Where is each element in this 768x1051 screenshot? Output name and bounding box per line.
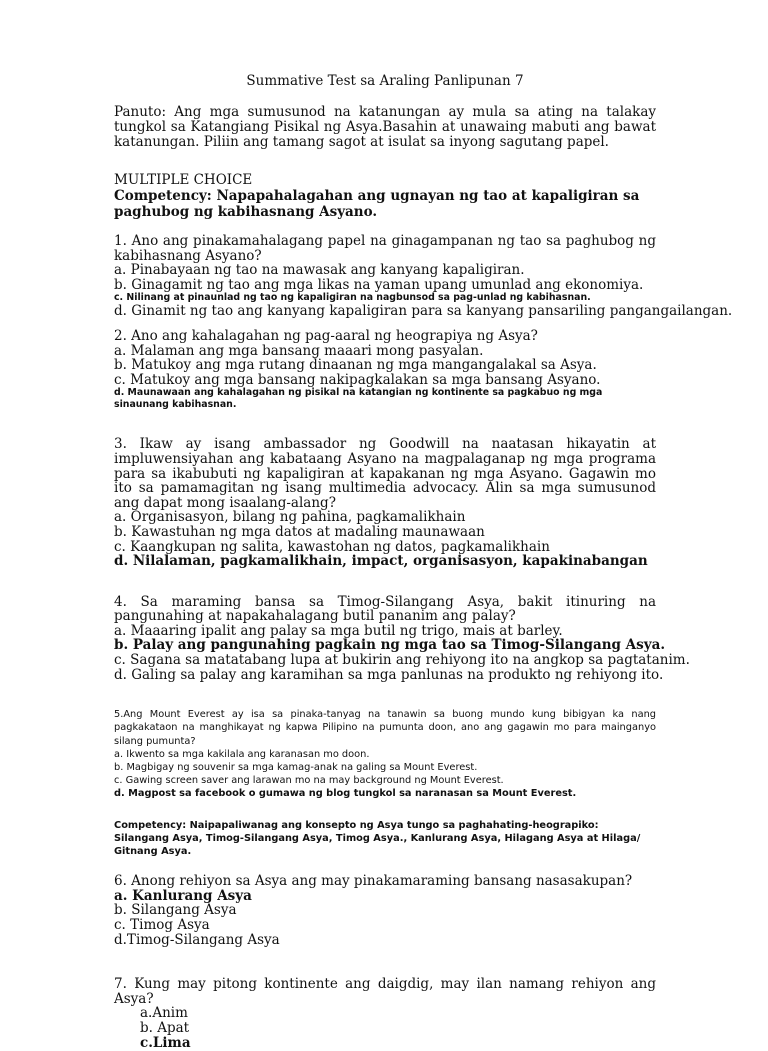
option-a: a. Maaaring ipalit ang palay sa mga butil ng trigo, mais at barley. <box>114 622 563 639</box>
question-stem: 4. Sa maraming bansa sa Timog-Silangang Asya, bakit itinuring na pangunahing at napakahalagang butil pananim ang palay? <box>114 593 656 625</box>
option-d: d. Galing sa palay ang karamihan sa mga panlunas na produkto ng rehiyong ito. <box>114 666 664 683</box>
option-a: a. Ikwento sa mga kakilala ang karanasan mo doon. <box>114 748 370 760</box>
question-5 <box>114 708 656 800</box>
option-b: b. Apat <box>140 1020 190 1037</box>
question-stem: 5.Ang Mount Everest ay isa sa pinaka-tanyag na tanawin sa buong mundo kung bibigyan ka nang pagkakataon na manghikayat ng kapwa Pilipino na pumunta doon, ano ang gagawin mo para mainganyo silang pumunta? <box>114 709 656 747</box>
question-7 <box>114 977 656 1050</box>
option-c: c. Nilinang at pinaunlad ng tao ng kapaligiran na nagbunsod sa pag-unlad ng kabihasnan. <box>114 292 591 304</box>
option-a: a. Organisasyon, bilang ng pahina, pagkamalikhain <box>114 509 466 526</box>
question-3 <box>114 437 656 568</box>
question-stem: 3. Ikaw ay isang ambassador ng Goodwill na naatasan hikayatin at impluwensiyahan ang kabataang Asyano na magpalaganap ng mga programa para sa ikabubuti ng kapaligiran at kapakanan ng mga Asyano. Gagawin mo ito sa pamamagitan ng isang multimedia advocacy. Alin sa mga sumusunod ang dapat mong isaalang-alang? <box>114 436 656 511</box>
option-a: a. Pinabayaan ng tao na mawasak ang kanyang kapaligiran. <box>114 262 525 279</box>
question-4 <box>114 593 690 683</box>
option-c: c. Kaangkupan ng salita, kawastohan ng datos, pagkamalikhain <box>114 538 550 555</box>
option-d: d. Nilalaman, pagkamalikhain, impact, organisasyon, kapakinabangan <box>114 553 648 570</box>
option-b: b. Kawastuhan ng mga datos at madaling maunawaan <box>114 523 485 540</box>
competency-1: Competency: Napapahalagahan ang ugnayan ng tao at kapaligiran sa paghubog ng kabihasnang Asyano. <box>114 188 640 220</box>
competency-2: Competency: Naipapaliwanag ang konsepto ng Asya tungo sa paghahating-heograpiko: Silangang Asya, Timog-Silangang Asya, Timog Asya., Kanlurang Asya, Hilagang Asya at Hilaga/ Gitnang Asya. <box>114 819 641 858</box>
option-b: b. Silangang Asya <box>114 902 237 919</box>
option-a: a. Kanlurang Asya <box>114 887 252 904</box>
option-c: c. Gawing screen saver ang larawan mo na may background ng Mount Everest. <box>114 775 504 787</box>
question-stem: 1. Ano ang pinakamahalagang papel na ginagampanan ng tao sa paghubog ng kabihasnang Asyano? <box>114 233 656 264</box>
question-stem: 7. Kung may pitong kontinente ang daigdig, may ilan namang rehiyon ang Asya? <box>114 976 656 1007</box>
option-b: b. Palay ang pangunahing pagkain ng mga tao sa Timog-Silangang Asya. <box>114 637 666 654</box>
option-a: a.Anim <box>140 1005 188 1022</box>
question-2 <box>114 329 656 411</box>
option-c: c. Timog Asya <box>114 917 210 934</box>
question-stem: 6. Anong rehiyon sa Asya ang may pinakamaraming bansang nasasakupan? <box>114 873 633 890</box>
option-c: c. Sagana sa matatabang lupa at bukirin ang rehiyong ito na angkop sa pagtatanim. <box>114 652 690 669</box>
option-a: a. Malaman ang mga bansang maaari mong pasyalan. <box>114 342 484 359</box>
option-d: d. Maunawaan ang kahalagahan ng pisikal na katangian ng kontinente sa pagkabuo ng mga sinaunang kabihasnan. <box>114 387 603 411</box>
option-d: d. Magpost sa facebook o gumawa ng blog tungkol sa naranasan sa Mount Everest. <box>114 788 577 800</box>
option-c: c. Matukoy ang mga bansang nakipagkalakan sa mga bansang Asyano. <box>114 371 601 388</box>
question-1 <box>114 233 733 320</box>
question-6 <box>114 874 656 947</box>
option-c: c.Lima <box>140 1034 191 1051</box>
option-b: b. Magbigay ng souvenir sa mga kamag-anak na galing sa Mount Everest. <box>114 762 478 774</box>
option-d: d. Ginamit ng tao ang kanyang kapaligiran para sa kanyang pansariling pangangailangan. <box>114 303 733 320</box>
instructions: Panuto: Ang mga sumusunod na katanungan ay mula sa ating na talakay tungkol sa Katangiang Pisikal ng Asya.Basahin at unawaing mabuti ang bawat katanungan. Piliin ang tamang sagot at isulat sa inyong sagutang papel. <box>114 104 656 150</box>
section-heading: MULTIPLE CHOICE <box>114 172 253 188</box>
option-d: d.Timog-Silangang Asya <box>114 931 280 948</box>
question-stem: 2. Ano ang kahalagahan ng pag-aaral ng heograpiya ng Asya? <box>114 327 538 344</box>
option-b: b. Ginagamit ng tao ang mga likas na yaman upang umunlad ang ekonomiya. <box>114 276 644 293</box>
option-b: b. Matukoy ang mga rutang dinaanan ng mga mangangalakal sa Asya. <box>114 357 597 374</box>
document-title: Summative Test sa Araling Panlipunan 7 <box>246 73 524 89</box>
